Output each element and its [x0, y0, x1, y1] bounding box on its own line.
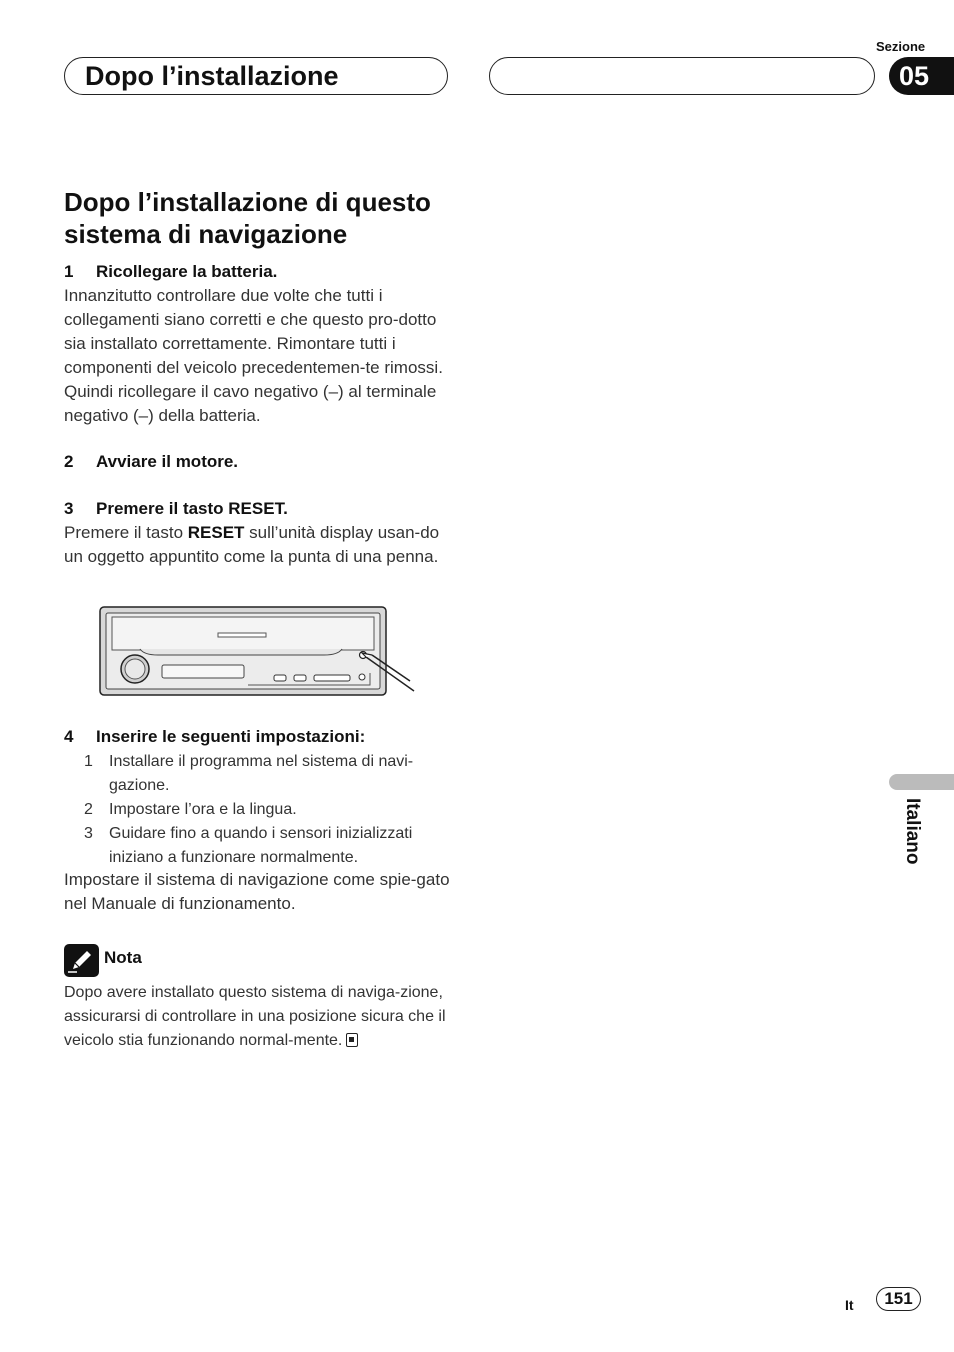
step-3-body — [64, 521, 454, 569]
header-empty-pill — [489, 57, 875, 95]
chapter-title: Dopo l’installazione — [85, 61, 339, 91]
language-label-container — [888, 798, 938, 892]
step-number: 3 — [64, 499, 74, 518]
step-2-heading — [64, 450, 238, 474]
display-unit-illustration — [98, 605, 418, 697]
list-item — [64, 822, 454, 870]
language-label: Italiano — [902, 798, 923, 865]
section-number: 05 — [889, 57, 954, 95]
page-title: Dopo l’installazione di questo sistema di navigazione — [64, 187, 431, 249]
step-3-body-pre: Premere il tasto — [64, 523, 188, 542]
section-label: Sezione — [876, 39, 926, 54]
note-body — [64, 981, 454, 1053]
step-heading-text: Premere il tasto RESET. — [96, 499, 288, 518]
list-item — [64, 750, 454, 798]
step-heading-text: Ricollegare la batteria. — [96, 262, 278, 281]
chapter-title-pill — [64, 57, 448, 95]
note-label: Nota — [104, 948, 142, 967]
step-heading-text: Avviare il motore. — [96, 452, 239, 471]
list-item — [64, 798, 454, 822]
end-of-section-icon — [346, 1033, 358, 1047]
note-pencil-icon — [64, 944, 99, 977]
note-text: Dopo avere installato questo sistema di naviga-zione, assicurarsi di controllare in una posizione sicura che il veicolo stia funzionando normal-mente. — [64, 984, 446, 1049]
list-item-number: 3 — [84, 825, 93, 842]
step-4-heading — [64, 725, 365, 749]
list-item-text: Installare il programma nel sistema di navi-gazione. — [109, 753, 414, 794]
list-item-number: 2 — [84, 801, 93, 818]
step-heading-text: Inserire le seguenti impostazioni: — [96, 727, 366, 746]
language-code: It — [845, 1297, 854, 1313]
step-3-body-post: sull’unità display usan-do un oggetto appuntito come la punta di una penna. — [64, 523, 440, 566]
language-tab — [889, 774, 954, 790]
list-item-text: Guidare fino a quando i sensori inizializzati iniziano a funzionare normalmente. — [109, 825, 413, 866]
step-number: 1 — [64, 262, 74, 281]
step-number: 4 — [64, 727, 74, 746]
reset-key-name: RESET — [187, 523, 245, 542]
step-number: 2 — [64, 452, 74, 471]
list-item-number: 1 — [84, 753, 93, 770]
step-4-after: Impostare il sistema di navigazione come spie-gato nel Manuale di funzionamento. — [64, 870, 450, 913]
step-1-body: Innanzitutto controllare due volte che tutti i collegamenti siano corretti e che questo pro-dotto sia installato correttamente. Rimontare tutti i componenti del veicolo precedentemen-te rimossi. Quindi ricollegare il cavo negativo (–) al terminale negativo (–) della batteria. — [64, 286, 443, 425]
page-number: 151 — [876, 1287, 921, 1311]
list-item-text: Impostare l’ora e la lingua. — [109, 801, 297, 818]
step-3-heading — [64, 497, 288, 521]
step-1-heading — [64, 260, 277, 284]
settings-list — [64, 750, 454, 870]
